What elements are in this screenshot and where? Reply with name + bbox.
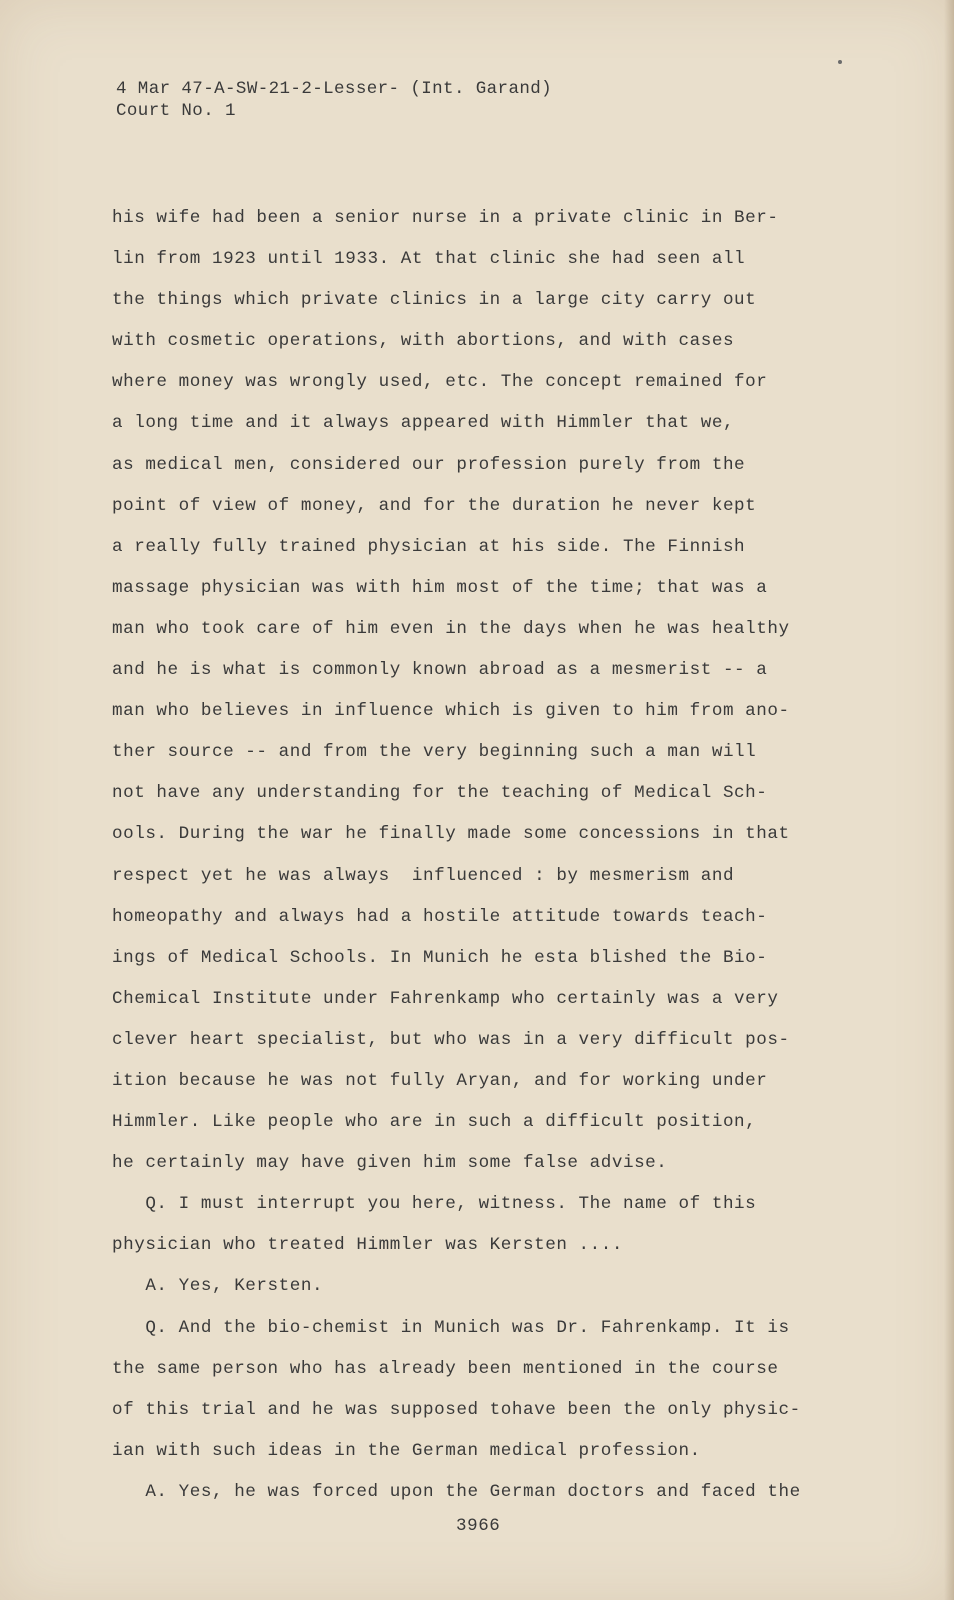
transcript-line: his wife had been a senior nurse in a private clinic in Ber- xyxy=(112,208,779,228)
transcript-line: physician who treated Himmler was Kersten .... xyxy=(112,1235,623,1256)
transcript-line: respect yet he was always influenced : by mesmerism and xyxy=(112,865,735,886)
transcript-line: homeopathy and always had a hostile attitude towards teach- xyxy=(112,906,768,927)
transcript-line: where money was wrongly used, etc. The concept remained for xyxy=(112,372,768,393)
answer-line: A. Yes, Kersten. xyxy=(112,1276,324,1297)
transcript-line: lin from 1923 until 1933. At that clinic she had seen all xyxy=(112,249,746,270)
header-court-line: Court No. 1 xyxy=(116,101,236,121)
transcript-line: and he is what is commonly known abroad as a mesmerist -- a xyxy=(112,660,768,681)
transcript-line: Himmler. Like people who are in such a difficult position, xyxy=(112,1112,757,1133)
transcript-line: the same person who has already been mentioned in the course xyxy=(112,1358,779,1379)
header-case-line: 4 Mar 47-A-SW-21-2-Lesser- (Int. Garand) xyxy=(116,79,553,99)
question-line: Q. And the bio-chemist in Munich was Dr. Fahrenkamp. It is xyxy=(112,1317,790,1338)
transcript-line: massage physician was with him most of the time; that was a xyxy=(112,577,768,598)
transcript-line: the things which private clinics in a large city carry out xyxy=(112,290,757,311)
ink-speck xyxy=(838,60,842,64)
transcript-line: of this trial and he was supposed tohave been the only physic- xyxy=(112,1399,801,1420)
transcript-line: ition because he was not fully Aryan, and for working under xyxy=(112,1070,768,1091)
transcript-line: ian with such ideas in the German medical profession. xyxy=(112,1440,701,1461)
transcript-line: not have any understanding for the teaching of Medical Sch- xyxy=(112,783,768,804)
transcript-body xyxy=(112,198,872,1513)
page-edge-shadow xyxy=(944,0,954,1600)
transcript-line: ings of Medical Schools. In Munich he esta blished the Bio- xyxy=(112,947,768,968)
transcript-line: ther source -- and from the very beginning such a man will xyxy=(112,742,757,763)
transcript-line: a long time and it always appeared with Himmler that we, xyxy=(112,413,735,434)
answer-line: A. Yes, he was forced upon the German doctors and faced the xyxy=(112,1481,801,1502)
transcript-line: point of view of money, and for the duration he never kept xyxy=(112,495,757,516)
transcript-line: ools. During the war he finally made some concessions in that xyxy=(112,824,790,845)
transcript-line: he certainly may have given him some false advise. xyxy=(112,1153,668,1174)
transcript-line: with cosmetic operations, with abortions, and with cases xyxy=(112,331,735,352)
transcript-line: clever heart specialist, but who was in a very difficult pos- xyxy=(112,1029,790,1050)
document-header xyxy=(116,78,552,122)
transcript-line: man who believes in influence which is given to him from ano- xyxy=(112,701,790,722)
transcript-line: as medical men, considered our profession purely from the xyxy=(112,454,746,475)
transcript-line: man who took care of him even in the days when he was healthy xyxy=(112,618,790,639)
transcript-line: a really fully trained physician at his side. The Finnish xyxy=(112,536,746,557)
transcript-line: Chemical Institute under Fahrenkamp who certainly was a very xyxy=(112,988,779,1009)
page-number: 3966 xyxy=(456,1516,501,1536)
question-line: Q. I must interrupt you here, witness. The name of this xyxy=(112,1194,757,1215)
